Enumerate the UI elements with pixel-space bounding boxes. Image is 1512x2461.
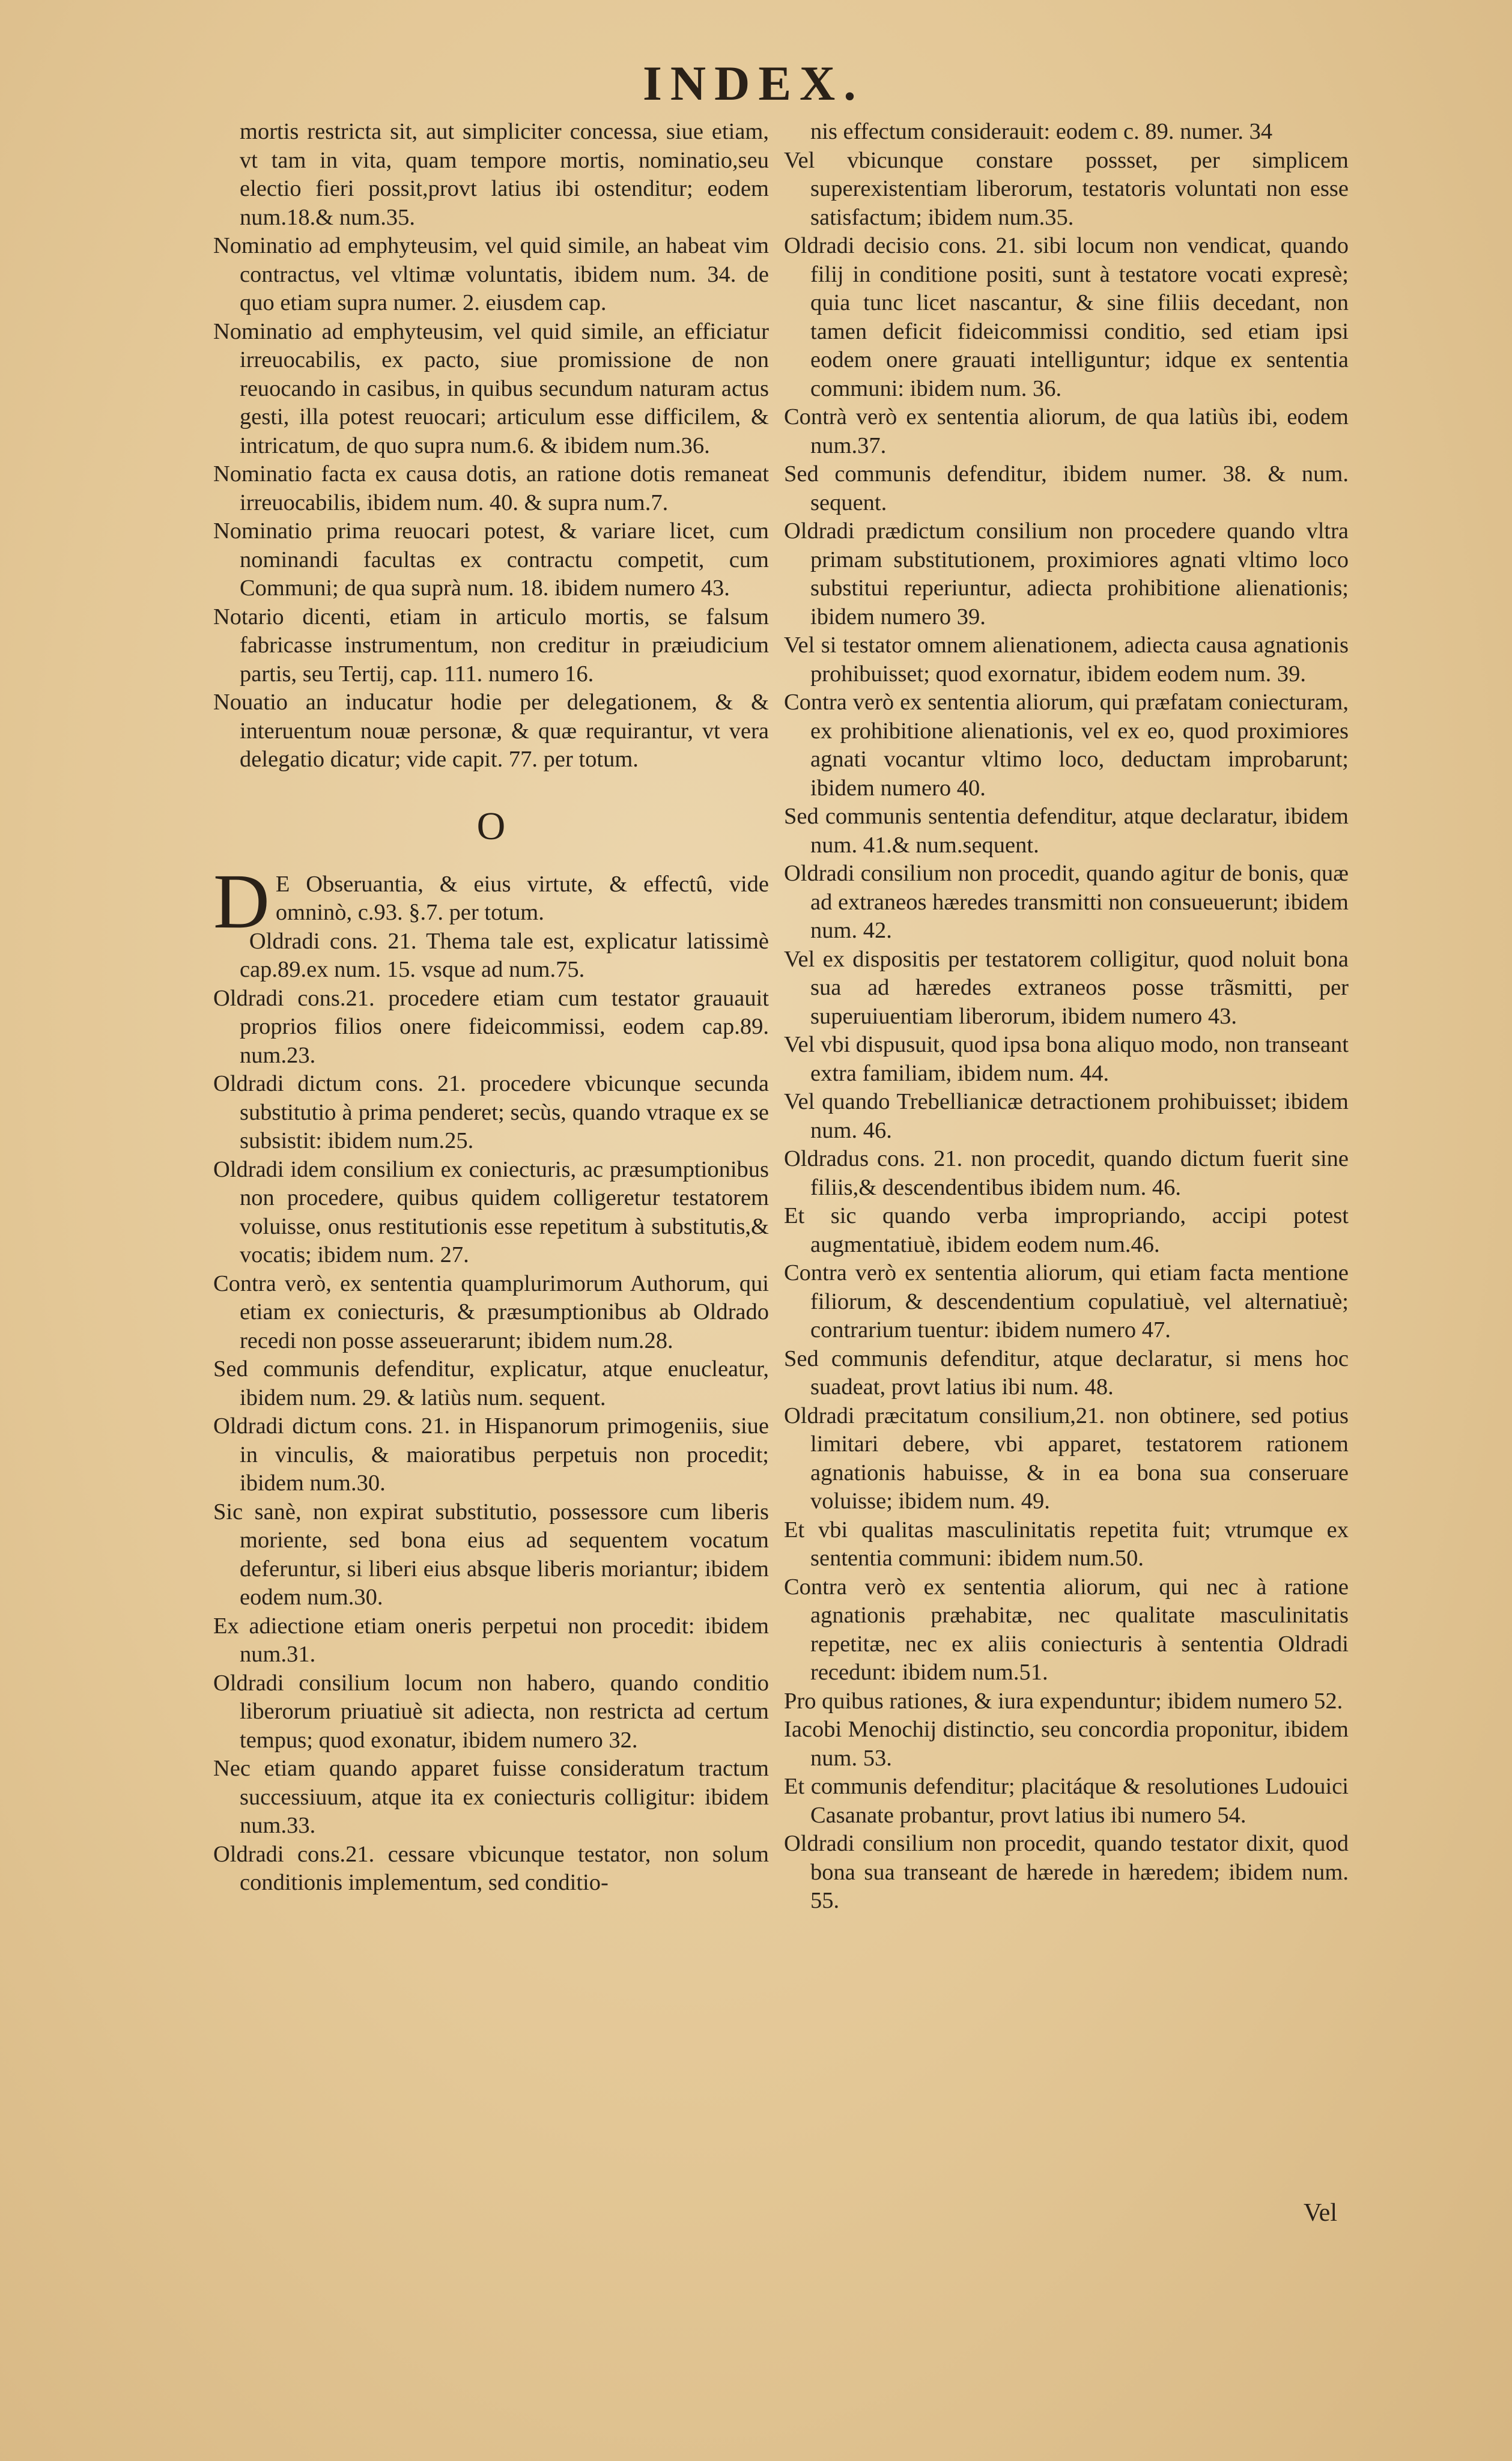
index-entry: Sed communis defenditur, explicatur, atque enucleatur, ibidem num. 29. & latiùs num. sequent. [213, 1356, 769, 1410]
index-entry: Oldradi cons. 21. Thema tale est, explicatur latissimè cap.89.ex num. 15. vsque ad num.75. [240, 928, 769, 982]
index-entry: Oldradi consilium non procedit, quando testator dixit, quod bona sua transeant de hærede in hæredem; ibidem num. 55. [784, 1831, 1349, 1913]
index-entry: Nec etiam quando apparet fuisse consideratum tractum successiuum, atque ita ex coniecturis colligitur: ibidem num.33. [213, 1756, 769, 1838]
index-entry: Contra verò ex sententia aliorum, qui præfatam coniecturam, ex prohibitione alienationis, vel ex eo, quod proximiores agnati vocantur vltimo loco, deductam improbarunt; ibidem numero 40. [784, 690, 1349, 801]
index-entry: Sed communis defenditur, ibidem numer. 38. & num. sequent. [784, 461, 1349, 515]
catchword: Vel [1304, 2199, 1337, 2227]
index-entry: Contra verò ex sententia aliorum, qui etiam facta mentione filiorum, & descendentium copulatiuè, vel alternatiuè; contrarium tuentur: ibidem numero 47. [784, 1260, 1349, 1343]
index-entry: Oldradi consilium locum non habero, quando conditio liberorum priuatiuè sit adiecta, non restricta ad certum tempus; quod exonatur, ibidem numero 32. [213, 1670, 769, 1753]
index-entry: Nouatio an inducatur hodie per delegationem, & & interuentum nouæ personæ, & quæ requirantur, vt vera delegatio dicatur; vide capit. 77. per totum. [213, 690, 769, 772]
index-entry: Vel vbicunque constare possset, per simplicem superexistentiam liberorum, testatoris voluntati non esse satisfactum; ibidem num.35. [784, 147, 1349, 230]
index-entry: Nominatio ad emphyteusim, vel quid simile, an habeat vim contractus, vel vltimæ voluntatis, ibidem num. 34. de quo etiam supra numer. 2. eiusdem cap. [213, 233, 769, 315]
index-entry-dropcap [213, 858, 769, 945]
index-entry: Contrà verò ex sententia aliorum, de qua latiùs ibi, eodem num.37. [784, 404, 1349, 458]
section-letter-heading: O [476, 804, 506, 848]
page-header: INDEX. [643, 56, 864, 111]
index-entry: Oldradi consilium non procedit, quando agitur de bonis, quæ ad extraneos hæredes transmitti non consueuerunt; ibidem num. 42. [784, 861, 1349, 943]
index-entry: Oldradi dictum cons. 21. in Hispanorum primogeniis, siue in vinculis, & maioratibus perpetuis non procedit; ibidem num.30. [213, 1413, 769, 1496]
index-entry: Nominatio facta ex causa dotis, an ratione dotis remaneat irreuocabilis, ibidem num. 40. & supra num.7. [213, 461, 769, 515]
index-entry: Sed communis sententia defenditur, atque declaratur, ibidem num. 41.& num.sequent. [784, 804, 1349, 858]
index-entry: Et vbi qualitas masculinitatis repetita fuit; vtrumque ex sententia communi: ibidem num.50. [784, 1517, 1349, 1571]
dropcap-entry-text: E Obseruantia, & eius virtute, & effectû, vide omninò, c.93. §.7. per totum. [275, 871, 769, 925]
index-entry: Notario dicenti, etiam in articulo mortis, se falsum fabricasse instrumentum, non creditur in præiudicium partis, seu Tertij, cap. 111. numero 16. [213, 604, 769, 687]
index-entry: Vel vbi dispusuit, quod ipsa bona aliquo modo, non transeant extra familiam, ibidem num. 44. [784, 1032, 1349, 1086]
index-entry: Contra verò, ex sententia quamplurimorum Authorum, qui etiam ex coniecturis, & præsumptionibus ab Oldrado recedi non posse asseuerarunt; ibidem num.28. [213, 1270, 769, 1353]
index-entry-continuation: mortis restricta sit, aut simpliciter concessa, siue etiam, vt tam in vita, quam tempore mortis, nominatio,seu electio fieri possit,provt latius ibi ostenditur; eodem num.18.& num.35. [240, 119, 769, 230]
index-entry: Iacobi Menochij distinctio, seu concordia proponitur, ibidem num. 53. [784, 1717, 1349, 1771]
left-column [213, 118, 769, 1898]
index-entry: Et sic quando verba impropriando, accipi potest augmentatiuè, ibidem eodem num.46. [784, 1203, 1349, 1257]
index-entry: Oldradi decisio cons. 21. sibi locum non vendicat, quando filij in conditione positi, sunt à testatore vocati expresè; quia tunc licet nascantur, & sine filiis decedant, non tamen deficit fideicommissi conditio, sed etiam ipsi eodem onere grauati intelliguntur; idque ex sententia communi: ibidem num. 36. [784, 233, 1349, 401]
index-entry: Oldradi dictum cons. 21. procedere vbicunque secunda substitutio à prima penderet; secùs, quando vtraque ex se subsistit: ibidem num.25. [213, 1071, 769, 1153]
index-entry: Oldradi idem consilium ex coniecturis, ac præsumptionibus non procedere, quibus quidem colligeretur testatorem voluisse, onus restitutionis esse repetitum à substitutis,& vocatis; ibidem num. 27. [213, 1156, 769, 1267]
index-entry: Oldradi cons.21. cessare vbicunque testator, non solum conditionis implementum, sed conditio- [213, 1841, 769, 1895]
index-entry: Pro quibus rationes, & iura expenduntur; ibidem numero 52. [784, 1688, 1343, 1714]
index-entry: Ex adiectione etiam oneris perpetui non procedit: ibidem num.31. [213, 1613, 769, 1667]
index-entry: Sic sanè, non expirat substitutio, possessore cum liberis moriente, sed bona eius ad sequentem vocatum deferuntur, si liberi eius absque liberis moriantur; ibidem eodem num.30. [213, 1499, 769, 1610]
drop-cap-letter: D [213, 858, 270, 945]
index-entry: Vel si testator omnem alienationem, adiecta causa agnationis prohibuisset; quod exornatur, ibidem eodem num. 39. [784, 633, 1349, 687]
index-entry: Vel quando Trebellianicæ detractionem prohibuisset; ibidem num. 46. [784, 1089, 1349, 1143]
right-column [784, 118, 1349, 1916]
index-entry: Oldradi cons.21. procedere etiam cum testator grauauit proprios filios onere fideicommissi, eodem cap.89. num.23. [213, 985, 769, 1068]
index-entry-continuation: nis effectum considerauit: eodem c. 89. numer. 34 [810, 119, 1273, 144]
index-entry: Sed communis defenditur, atque declaratur, si mens hoc suadeat, provt latius ibi num. 48. [784, 1346, 1349, 1400]
index-entry: Et communis defenditur; placitáque & resolutiones Ludouici Casanate probantur, provt latius ibi numero 54. [784, 1774, 1349, 1828]
index-entry: Nominatio prima reuocari potest, & variare licet, cum nominandi facultas ex contractu competit, cum Communi; de qua suprà num. 18. ibidem numero 43. [213, 518, 769, 601]
index-entry: Oldradi prædictum consilium non procedere quando vltra primam substitutionem, proximiores agnati vltimo loco substitui reperiuntur, adiecta prohibitione alienationis; ibidem numero 39. [784, 518, 1349, 630]
index-entry: Contra verò ex sententia aliorum, qui nec à ratione agnationis præhabitæ, nec qualitate masculinitatis repetitæ, nec ex aliis coniecturis à sententia Oldradi recedunt: ibidem num.51. [784, 1574, 1349, 1685]
index-entry: Vel ex dispositis per testatorem colligitur, quod noluit bona sua ad hæredes extraneos posse trãsmitti, per superuiuentiam liberorum, ibidem numero 43. [784, 946, 1349, 1029]
index-entry: Nominatio ad emphyteusim, vel quid simile, an efficiatur irreuocabilis, ex pacto, siue promissione de non reuocando in casibus, in quibus secundum naturam actus gesti, illa potest reuocari; articulum esse difficilem, & intricatum, de quo supra num.6. & ibidem num.36. [213, 318, 769, 458]
index-entry: Oldradus cons. 21. non procedit, quando dictum fuerit sine filiis,& descendentibus ibidem num. 46. [784, 1146, 1349, 1200]
index-entry: Oldradi præcitatum consilium,21. non obtinere, sed potius limitari debere, vbi apparet, testatorem rationem agnationis habuisse, & in ea bona sua conseruare voluisse; ibidem num. 49. [784, 1403, 1349, 1514]
